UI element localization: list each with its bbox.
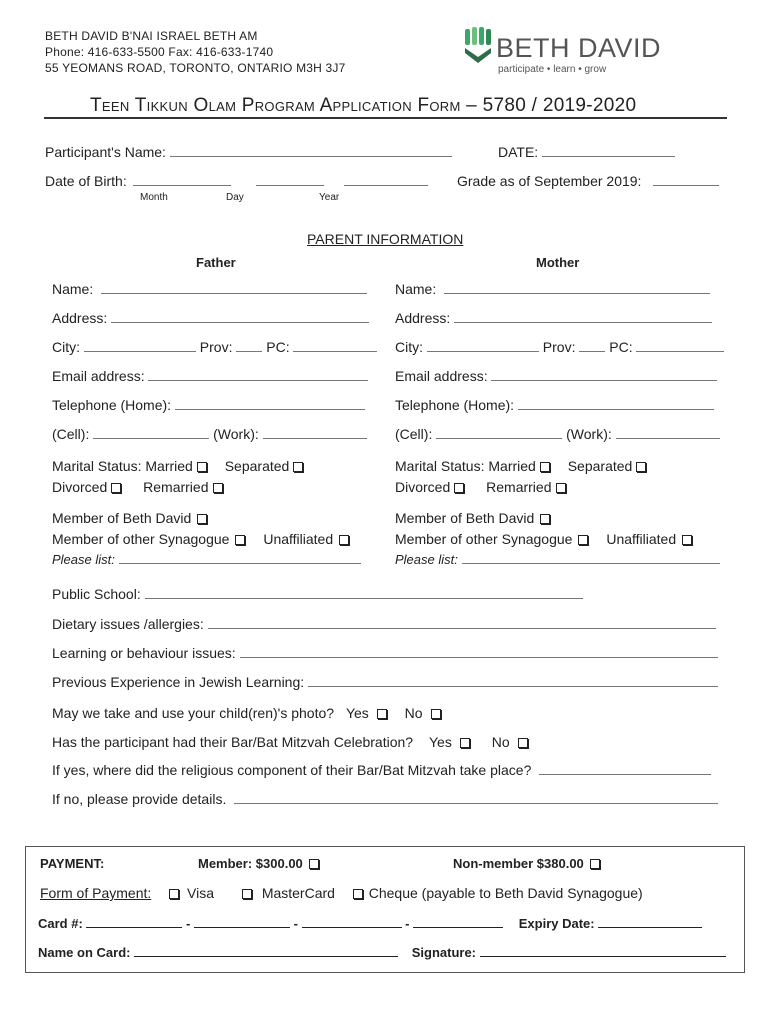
father-pc-line[interactable] (293, 339, 377, 352)
father-marital-row2 (52, 479, 223, 495)
visa-checkbox[interactable] (169, 889, 179, 899)
bar-bat-no-label: No (491, 734, 510, 750)
mother-email-field[interactable] (395, 368, 717, 384)
bar-bat-yes-label: Yes (428, 734, 452, 750)
mother-marital-row2 (395, 479, 566, 495)
mastercard-label: MasterCard (261, 885, 335, 901)
dob-month-caption: Month (140, 192, 168, 203)
cheque-checkbox[interactable] (353, 889, 363, 899)
cheque-label: Cheque (payable to Beth David Synagogue) (368, 885, 643, 901)
payment-member (198, 856, 319, 871)
father-unaffiliated-checkbox[interactable] (339, 535, 349, 545)
father-address-field[interactable] (52, 310, 369, 326)
mother-city-line[interactable] (427, 339, 539, 352)
photo-no-checkbox[interactable] (431, 709, 441, 719)
father-work-label: (Work): (213, 426, 259, 442)
father-prov-label: Prov: (199, 339, 233, 355)
father-address-label: Address: (52, 310, 108, 326)
previous-line[interactable] (308, 674, 718, 687)
mother-unaffiliated-checkbox[interactable] (682, 535, 692, 545)
mother-please-list-line[interactable] (462, 551, 720, 564)
mother-member-other-checkbox[interactable] (578, 535, 588, 545)
father-please-list-field[interactable] (52, 551, 361, 567)
mother-name-line[interactable] (444, 281, 710, 294)
father-member-bd-checkbox[interactable] (197, 514, 207, 524)
form-of-payment-row (40, 885, 643, 901)
payment-member-label: Member: $300.00 (198, 856, 303, 871)
mastercard-checkbox[interactable] (242, 889, 252, 899)
father-married-checkbox[interactable] (197, 462, 207, 472)
mother-married-label: Marital Status: Married (395, 458, 536, 474)
mother-member-other-label: Member of other Synagogue (395, 531, 573, 547)
logo-tagline: participate • learn • grow (498, 64, 607, 75)
mother-address-field[interactable] (395, 310, 712, 326)
mother-email-label: Email address: (395, 368, 488, 384)
participant-name-line[interactable] (170, 144, 452, 157)
bar-bat-label: Has the participant had their Bar/Bat Mitzvah Celebration? (52, 734, 414, 750)
father-tel-field[interactable] (52, 397, 365, 413)
logo-name: BETH DAVID (496, 33, 662, 63)
mother-divorced-label: Divorced (395, 479, 451, 495)
parent-info-heading: PARENT INFORMATION (307, 231, 464, 247)
father-name-label: Name: (52, 281, 94, 297)
photo-yes-checkbox[interactable] (377, 709, 387, 719)
mother-name-field[interactable] (395, 281, 710, 297)
mother-cell-label: (Cell): (395, 426, 433, 442)
father-cell-work-field[interactable] (52, 426, 367, 442)
mother-work-line[interactable] (616, 426, 720, 439)
father-tel-label: Telephone (Home): (52, 397, 172, 413)
date-line[interactable] (542, 144, 675, 157)
mother-email-line[interactable] (491, 368, 717, 381)
payment-member-checkbox[interactable] (309, 859, 319, 869)
bar-bat-no-checkbox[interactable] (518, 738, 528, 748)
father-email-line[interactable] (148, 368, 368, 381)
father-member-bd-label: Member of Beth David (52, 510, 192, 526)
if-no-field[interactable] (52, 791, 718, 807)
mother-city-field[interactable] (395, 339, 724, 355)
father-please-list-label: Please list: (52, 552, 115, 567)
name-on-card-label: Name on Card: (38, 945, 131, 960)
father-email-label: Email address: (52, 368, 145, 384)
card-number-row[interactable]: Card #: - - - Expiry Date: (38, 915, 702, 931)
dob-label: Date of Birth: (45, 173, 127, 189)
if-yes-label: If yes, where did the religious component of their Bar/Bat Mitzvah take place? (52, 762, 532, 778)
photo-no-label: No (404, 705, 423, 721)
signature-label: Signature: (411, 945, 477, 960)
mother-city-label: City: (395, 339, 423, 355)
name-signature-row[interactable] (38, 944, 726, 960)
learning-label: Learning or behaviour issues: (52, 645, 236, 661)
mother-address-line[interactable] (454, 310, 712, 323)
photo-yes-label: Yes (345, 705, 369, 721)
dob-day-line[interactable] (256, 173, 324, 186)
org-phone: Phone: 416-633-5500 Fax: 416-633-1740 (45, 45, 274, 59)
father-work-line[interactable] (263, 426, 367, 439)
dob-year-line[interactable] (344, 173, 428, 186)
father-marital-row1 (52, 458, 303, 474)
grade-label: Grade as of September 2019: (457, 173, 642, 189)
if-yes-line[interactable] (539, 762, 711, 775)
mother-prov-line[interactable] (579, 339, 605, 352)
participant-name-label: Participant's Name: (45, 144, 166, 160)
beth-david-logo (463, 27, 495, 72)
mother-cell-line[interactable] (436, 426, 562, 439)
mother-prov-label: Prov: (542, 339, 576, 355)
father-city-label: City: (52, 339, 80, 355)
father-address-line[interactable] (111, 310, 369, 323)
public-school-line[interactable] (145, 586, 583, 599)
mother-address-label: Address: (395, 310, 451, 326)
dob-day-caption: Day (226, 192, 244, 203)
father-separated-label: Separated (224, 458, 290, 474)
mother-work-label: (Work): (566, 426, 612, 442)
card-seg2-line[interactable] (194, 915, 290, 928)
public-school-label: Public School: (52, 586, 141, 602)
father-heading: Father (196, 255, 236, 270)
card-label: Card #: (38, 916, 83, 931)
if-no-label: If no, please provide details. (52, 791, 227, 807)
photo-label: May we take and use your child(ren)'s photo? (52, 705, 335, 721)
father-remarried-checkbox[interactable] (213, 483, 223, 493)
name-on-card-line[interactable] (134, 944, 398, 957)
card-seg3-line[interactable] (302, 915, 402, 928)
father-separated-checkbox[interactable] (293, 462, 303, 472)
photo-question (52, 705, 441, 721)
learning-field[interactable] (52, 645, 718, 661)
bar-bat-yes-checkbox[interactable] (460, 738, 470, 748)
if-no-line[interactable] (234, 791, 718, 804)
father-name-field[interactable] (52, 281, 367, 297)
dietary-field[interactable] (52, 616, 716, 632)
grade-field[interactable] (457, 173, 719, 189)
father-pc-label: PC: (266, 339, 290, 355)
mother-member-bd (395, 510, 550, 526)
mother-tel-field[interactable] (395, 397, 714, 413)
mother-unaffiliated-label: Unaffiliated (606, 531, 677, 547)
mother-remarried-checkbox[interactable] (556, 483, 566, 493)
father-unaffiliated-label: Unaffiliated (263, 531, 334, 547)
participant-name-field[interactable] (45, 144, 452, 160)
logo-mark-icon (463, 27, 495, 67)
mother-member-bd-checkbox[interactable] (540, 514, 550, 524)
father-city-line[interactable] (84, 339, 196, 352)
father-member-other (52, 531, 349, 547)
mother-member-other (395, 531, 692, 547)
dob-year-caption: Year (319, 192, 340, 203)
org-address: 55 YEOMANS ROAD, TORONTO, ONTARIO M3H 3J7 (45, 61, 346, 75)
payment-nonmember-checkbox[interactable] (590, 859, 600, 869)
date-field[interactable] (498, 144, 675, 160)
mother-tel-label: Telephone (Home): (395, 397, 515, 413)
dietary-label: Dietary issues /allergies: (52, 616, 204, 632)
father-married-label: Marital Status: Married (52, 458, 193, 474)
mother-heading: Mother (536, 255, 580, 270)
payment-nonmember-label: Non-member $380.00 (453, 856, 584, 871)
mother-member-bd-label: Member of Beth David (395, 510, 535, 526)
mother-pc-label: PC: (609, 339, 633, 355)
mother-divorced-checkbox[interactable] (454, 483, 464, 493)
father-tel-line[interactable] (175, 397, 365, 410)
dietary-line[interactable] (208, 616, 716, 629)
dob-field[interactable] (45, 173, 428, 189)
bar-bat-question (52, 734, 528, 750)
father-prov-line[interactable] (236, 339, 262, 352)
dob-month-line[interactable] (133, 173, 231, 186)
father-email-field[interactable] (52, 368, 368, 384)
card-seg4-line[interactable] (413, 915, 503, 928)
father-remarried-label: Remarried (143, 479, 209, 495)
father-member-other-label: Member of other Synagogue (52, 531, 230, 547)
public-school-field[interactable] (52, 586, 583, 602)
mother-please-list-field[interactable] (395, 551, 720, 567)
father-divorced-checkbox[interactable] (111, 483, 121, 493)
form-title: Teen Tikkun Olam Program Application Form – 5780 / 2019-2020 (90, 95, 637, 116)
payment-label: PAYMENT: (40, 856, 105, 871)
expiry-line[interactable] (598, 915, 702, 928)
form-of-payment-label: Form of Payment: (40, 885, 152, 901)
learning-line[interactable] (240, 645, 718, 658)
mother-marital-row1 (395, 458, 646, 474)
previous-label: Previous Experience in Jewish Learning: (52, 674, 305, 690)
expiry-label: Expiry Date: (518, 916, 595, 931)
mother-married-checkbox[interactable] (540, 462, 550, 472)
mother-please-list-label: Please list: (395, 552, 458, 567)
father-cell-line[interactable] (93, 426, 209, 439)
if-yes-field[interactable] (52, 762, 711, 778)
mother-separated-label: Separated (567, 458, 633, 474)
previous-field[interactable] (52, 674, 718, 690)
grade-line[interactable] (653, 173, 719, 186)
card-seg1-line[interactable] (86, 915, 182, 928)
father-member-other-checkbox[interactable] (235, 535, 245, 545)
date-label: DATE: (498, 144, 539, 160)
org-name: BETH DAVID B'NAI ISRAEL BETH AM (45, 29, 258, 43)
mother-name-label: Name: (395, 281, 437, 297)
father-name-line[interactable] (101, 281, 367, 294)
mother-tel-line[interactable] (518, 397, 714, 410)
mother-remarried-label: Remarried (486, 479, 552, 495)
payment-nonmember (453, 856, 600, 871)
father-divorced-label: Divorced (52, 479, 108, 495)
signature-line[interactable] (480, 944, 726, 957)
visa-label: Visa (187, 885, 215, 901)
father-cell-label: (Cell): (52, 426, 90, 442)
father-city-field[interactable] (52, 339, 377, 355)
father-please-list-line[interactable] (119, 551, 361, 564)
mother-separated-checkbox[interactable] (636, 462, 646, 472)
title-rule (44, 117, 727, 119)
mother-cell-work-field[interactable] (395, 426, 720, 442)
father-member-bd (52, 510, 207, 526)
mother-pc-line[interactable] (636, 339, 724, 352)
